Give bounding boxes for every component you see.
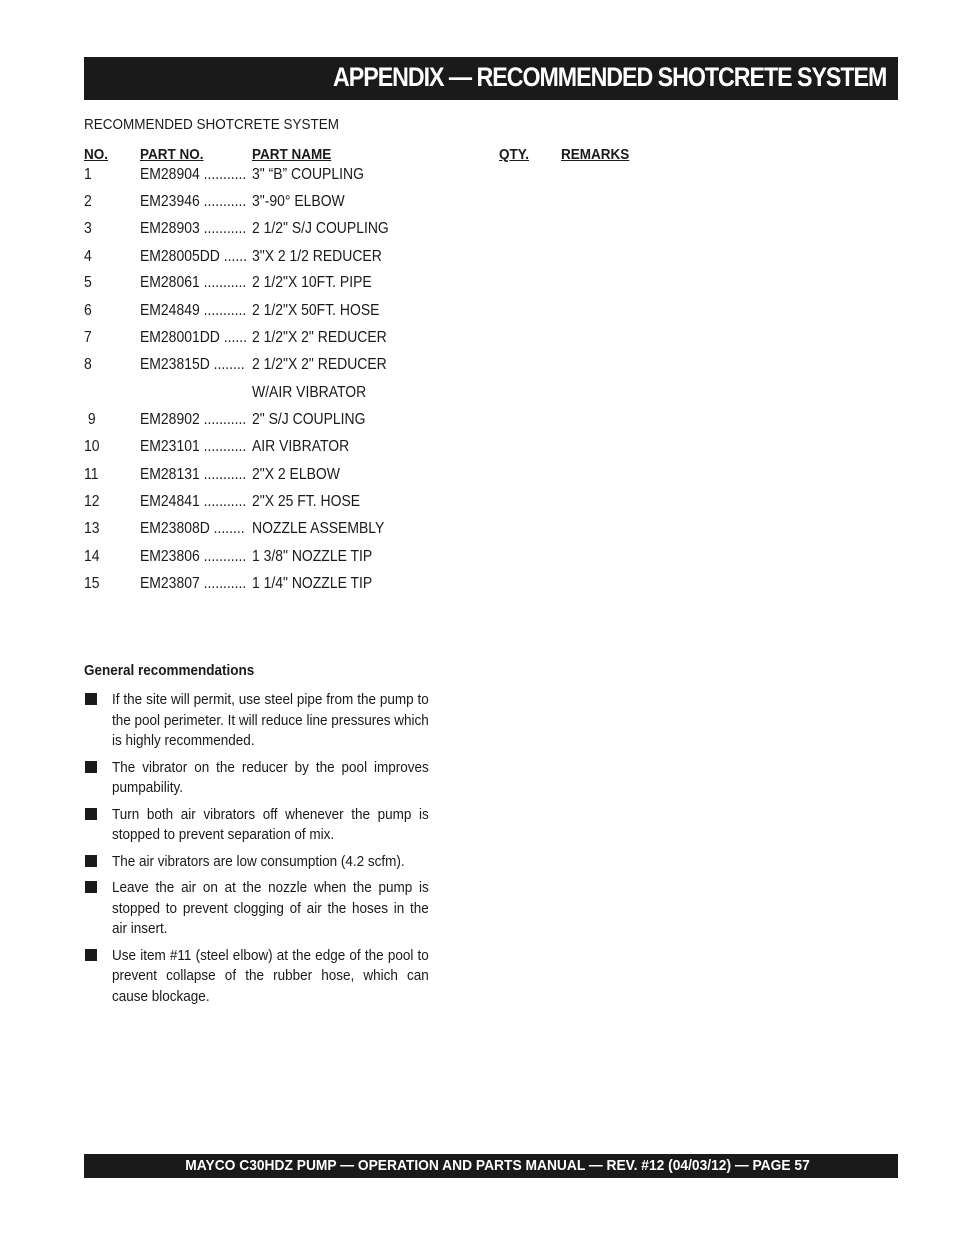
- part-number: EM28131 ...........: [140, 466, 247, 483]
- part-number-index: 7: [84, 329, 92, 346]
- square-bullet-icon: [85, 761, 97, 773]
- recommendations-list: [84, 690, 430, 1013]
- part-number-index: 13: [84, 520, 100, 537]
- square-bullet-icon: [85, 693, 97, 705]
- part-number: EM23946 ...........: [140, 193, 247, 210]
- part-number: EM23807 ...........: [140, 575, 247, 592]
- recommendation-text: Leave the air on at the nozzle when the pump is stopped to prevent clogging of air the hoses in the air insert.: [112, 879, 429, 937]
- part-number: EM28904 ...........: [140, 166, 247, 183]
- part-name: 2"X 25 FT. HOSE: [252, 493, 361, 510]
- part-number-index: 15: [84, 575, 100, 592]
- parts-row: [0, 520, 954, 540]
- part-number-index: 5: [84, 274, 92, 291]
- recommendation-text: Use item #11 (steel elbow) at the edge of the pool to prevent collapse of the rubber hose, which can cause blockage.: [112, 946, 429, 1005]
- part-number-index: 8: [84, 356, 92, 373]
- page-title: APPENDIX — RECOMMENDED SHOTCRETE SYSTEM: [332, 62, 886, 92]
- parts-row: [0, 220, 954, 240]
- parts-row: [0, 466, 954, 486]
- parts-row: [0, 438, 954, 458]
- square-bullet-icon: [85, 881, 97, 893]
- parts-row: [0, 166, 954, 186]
- part-number-index: 9: [84, 411, 96, 428]
- column-header-part-no: PART NO.: [140, 146, 204, 163]
- part-name: 2 1/2"X 50FT. HOSE: [252, 302, 380, 319]
- part-number-index: 10: [84, 438, 100, 455]
- part-number-index: 12: [84, 493, 100, 510]
- list-item: [84, 758, 430, 799]
- header-bar: [84, 57, 898, 100]
- part-name: 2 1/2" S/J COUPLING: [252, 220, 389, 237]
- part-number: EM23806 ...........: [140, 548, 247, 565]
- column-header-part-name: PART NAME: [252, 146, 332, 163]
- part-number: EM28903 ...........: [140, 220, 247, 237]
- part-number: EM28061 ...........: [140, 274, 247, 291]
- column-header-qty: QTY.: [499, 146, 530, 163]
- list-item: [84, 946, 430, 1008]
- list-item: [84, 690, 430, 752]
- general-recommendations-heading: General recommendations: [84, 662, 255, 679]
- square-bullet-icon: [85, 949, 97, 961]
- part-number: EM24841 ...........: [140, 493, 247, 510]
- part-name: 3"-90° ELBOW: [252, 193, 345, 210]
- part-number: EM23815D ........: [140, 356, 245, 373]
- square-bullet-icon: [85, 808, 97, 820]
- part-name: NOZZLE ASSEMBLY: [252, 520, 385, 537]
- part-name-continuation: W/AIR VIBRATOR: [252, 384, 367, 401]
- part-name: 3" “B” COUPLING: [252, 166, 364, 183]
- recommendation-text: Turn both air vibrators off whenever the pump is stopped to prevent separation of mix.: [112, 805, 429, 843]
- list-item: [84, 805, 430, 846]
- footer-bar: [84, 1154, 898, 1178]
- part-number: EM28005DD ......: [140, 248, 248, 265]
- part-number-index: 2: [84, 193, 92, 210]
- parts-row: [0, 411, 954, 431]
- section-title: RECOMMENDED SHOTCRETE SYSTEM: [84, 116, 340, 133]
- recommendation-text: If the site will permit, use steel pipe from the pump to the pool perimeter. It will reduce line pressures which is highly recommended.: [112, 691, 429, 749]
- part-name: AIR VIBRATOR: [252, 438, 350, 455]
- parts-row: [0, 302, 954, 322]
- part-number-index: 6: [84, 302, 92, 319]
- part-name: 2"X 2 ELBOW: [252, 466, 340, 483]
- recommendation-text: The air vibrators are low consumption (4.2 scfm).: [112, 852, 405, 870]
- part-number-index: 1: [84, 166, 92, 183]
- parts-row: [0, 248, 954, 268]
- part-number-index: 4: [84, 248, 92, 265]
- part-number: EM23808D ........: [140, 520, 245, 537]
- footer-text: MAYCO C30HDZ PUMP — OPERATION AND PARTS MANUAL — REV. #12 (04/03/12) — PAGE 57: [185, 1157, 810, 1174]
- part-number: EM28001DD ......: [140, 329, 248, 346]
- parts-row: [0, 356, 954, 376]
- parts-row: [0, 493, 954, 513]
- part-name: 1 3/8" NOZZLE TIP: [252, 548, 373, 565]
- part-number: EM23101 ...........: [140, 438, 247, 455]
- parts-row: [0, 548, 954, 568]
- parts-row: [0, 274, 954, 294]
- part-name: 1 1/4" NOZZLE TIP: [252, 575, 373, 592]
- column-header-no: NO.: [84, 146, 109, 163]
- column-header-remarks: REMARKS: [561, 146, 630, 163]
- part-number-index: 3: [84, 220, 92, 237]
- parts-row: [0, 575, 954, 595]
- list-item: [84, 878, 430, 940]
- part-number: EM28902 ...........: [140, 411, 247, 428]
- part-number-index: 14: [84, 548, 100, 565]
- part-name: 2 1/2"X 2" REDUCER: [252, 356, 387, 373]
- square-bullet-icon: [85, 855, 97, 867]
- parts-row: [0, 329, 954, 349]
- part-name: 2 1/2"X 10FT. PIPE: [252, 274, 372, 291]
- part-name: 2 1/2"X 2" REDUCER: [252, 329, 387, 346]
- recommendation-text: The vibrator on the reducer by the pool improves pumpability.: [112, 758, 429, 796]
- part-name: 3"X 2 1/2 REDUCER: [252, 248, 382, 265]
- part-number-index: 11: [84, 466, 99, 483]
- parts-row: [0, 193, 954, 213]
- part-name: 2" S/J COUPLING: [252, 411, 366, 428]
- part-number: EM24849 ...........: [140, 302, 247, 319]
- list-item: [84, 852, 430, 873]
